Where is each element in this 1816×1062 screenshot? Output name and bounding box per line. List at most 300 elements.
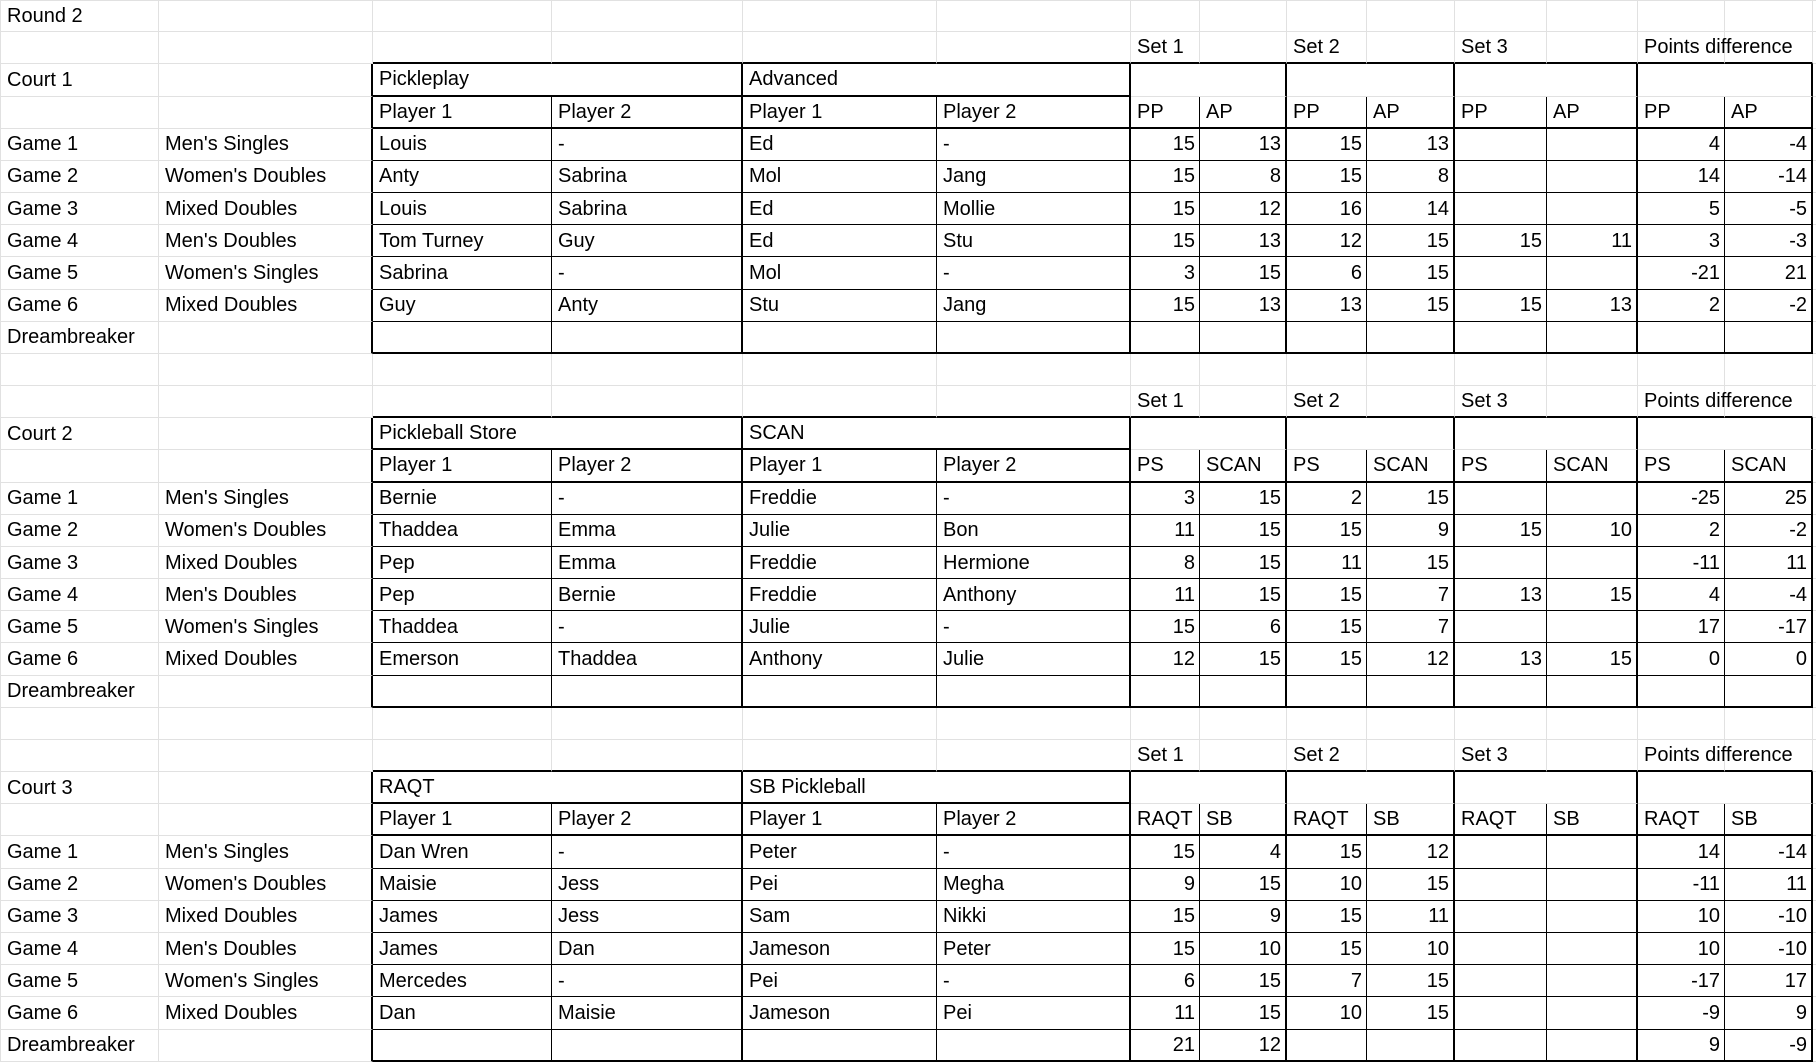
empty-cell[interactable] [1287,64,1455,96]
dreambreaker-label[interactable]: Dreambreaker [0,1030,159,1062]
score-header[interactable]: AP [1725,97,1813,129]
game-label[interactable]: Game 2 [0,869,159,901]
score-cell[interactable]: 2 [1287,483,1367,515]
player-name[interactable]: Anty [552,290,743,322]
empty-cell[interactable] [1131,354,1200,386]
score-cell[interactable]: 15 [1131,290,1200,322]
empty-cell[interactable] [1638,708,1725,740]
score-cell[interactable] [1547,965,1638,997]
score-cell[interactable]: 15 [1287,901,1367,933]
player-header[interactable]: Player 1 [743,804,937,836]
game-label[interactable]: Game 5 [0,257,159,289]
score-cell[interactable]: 15 [1131,225,1200,257]
score-cell[interactable] [1638,322,1725,354]
set-header[interactable]: Set 1 [1131,386,1200,418]
score-cell[interactable]: 14 [1367,193,1455,225]
score-cell[interactable]: 15 [1367,225,1455,257]
set-header[interactable]: Set 1 [1131,32,1200,64]
empty-cell[interactable] [1131,0,1200,32]
score-cell[interactable] [1547,901,1638,933]
points-difference-header[interactable]: Points difference [1638,32,1725,64]
score-cell[interactable]: 8 [1367,161,1455,193]
score-cell[interactable] [1547,547,1638,579]
score-cell[interactable]: 7 [1287,965,1367,997]
score-cell[interactable]: -11 [1638,869,1725,901]
game-type[interactable]: Men's Doubles [159,933,373,965]
score-header[interactable]: SCAN [1725,450,1813,482]
player-name[interactable]: Nikki [937,901,1131,933]
score-cell[interactable]: -2 [1725,290,1813,322]
player-name[interactable]: Anty [373,161,552,193]
player-name[interactable]: Sam [743,901,937,933]
score-cell[interactable] [1455,1030,1547,1062]
empty-cell[interactable] [937,0,1131,32]
player-name[interactable]: - [552,611,743,643]
game-type[interactable]: Men's Doubles [159,579,373,611]
score-header[interactable]: SB [1725,804,1813,836]
score-header[interactable]: PS [1638,450,1725,482]
team2-name[interactable]: Advanced [743,64,1131,96]
player-name[interactable]: Bernie [373,483,552,515]
empty-cell[interactable] [743,676,937,708]
empty-cell[interactable] [1725,32,1813,64]
player-name[interactable]: Freddie [743,579,937,611]
empty-cell[interactable] [1200,0,1287,32]
empty-cell[interactable] [552,322,743,354]
empty-cell[interactable] [743,708,937,740]
empty-cell[interactable] [159,97,373,129]
game-type[interactable]: Mixed Doubles [159,643,373,675]
score-cell[interactable]: 15 [1200,483,1287,515]
player-name[interactable]: Mercedes [373,965,552,997]
score-cell[interactable]: 15 [1200,257,1287,289]
score-cell[interactable]: 6 [1287,257,1367,289]
empty-cell[interactable] [1367,740,1455,772]
player-name[interactable]: Anthony [937,579,1131,611]
empty-cell[interactable] [373,676,552,708]
score-cell[interactable]: 9 [1725,997,1813,1029]
empty-cell[interactable] [1131,772,1287,804]
player-name[interactable]: Emma [552,547,743,579]
score-cell[interactable]: -10 [1725,901,1813,933]
score-cell[interactable]: 9 [1367,515,1455,547]
empty-cell[interactable] [743,322,937,354]
score-cell[interactable]: 15 [1367,483,1455,515]
team1-name[interactable]: Pickleplay [373,64,743,96]
player-name[interactable]: Mol [743,161,937,193]
game-label[interactable]: Game 4 [0,933,159,965]
game-label[interactable]: Game 5 [0,965,159,997]
score-cell[interactable]: 15 [1287,643,1367,675]
player-name[interactable]: Stu [743,290,937,322]
player-name[interactable]: Dan [373,997,552,1029]
score-cell[interactable]: 11 [1287,547,1367,579]
score-cell[interactable]: 13 [1367,129,1455,161]
score-header[interactable]: RAQT [1455,804,1547,836]
set-header[interactable]: Set 2 [1287,740,1367,772]
empty-cell[interactable] [1547,708,1638,740]
game-type[interactable]: Women's Singles [159,611,373,643]
score-cell[interactable]: 15 [1287,515,1367,547]
player-header[interactable]: Player 1 [373,97,552,129]
empty-cell[interactable] [743,386,937,418]
score-cell[interactable] [1547,193,1638,225]
score-cell[interactable]: 11 [1725,547,1813,579]
empty-cell[interactable] [1131,708,1200,740]
empty-cell[interactable] [1455,418,1638,450]
score-cell[interactable] [1131,322,1200,354]
empty-cell[interactable] [743,740,937,772]
score-cell[interactable]: 15 [1131,611,1200,643]
player-name[interactable]: Pep [373,547,552,579]
score-cell[interactable]: 13 [1200,225,1287,257]
court-label[interactable]: Court 3 [0,772,159,804]
player-name[interactable]: Pei [743,869,937,901]
score-cell[interactable]: 3 [1638,225,1725,257]
empty-cell[interactable] [0,708,159,740]
empty-cell[interactable] [1455,64,1638,96]
empty-cell[interactable] [159,676,373,708]
player-header[interactable]: Player 2 [552,450,743,482]
player-name[interactable]: - [937,611,1131,643]
score-cell[interactable] [1287,322,1367,354]
score-cell[interactable]: 15 [1367,869,1455,901]
score-cell[interactable]: 10 [1638,933,1725,965]
empty-cell[interactable] [159,0,373,32]
player-name[interactable]: Hermione [937,547,1131,579]
score-cell[interactable]: 7 [1367,611,1455,643]
player-name[interactable]: Louis [373,129,552,161]
score-cell[interactable] [1455,676,1547,708]
empty-cell[interactable] [1200,32,1287,64]
game-type[interactable]: Women's Doubles [159,161,373,193]
player-name[interactable]: Freddie [743,547,937,579]
score-cell[interactable]: 11 [1131,515,1200,547]
empty-cell[interactable] [1287,0,1367,32]
game-label[interactable]: Game 3 [0,901,159,933]
player-name[interactable]: Pei [743,965,937,997]
player-name[interactable]: - [937,257,1131,289]
score-header[interactable]: PP [1638,97,1725,129]
score-cell[interactable]: 12 [1200,193,1287,225]
empty-cell[interactable] [937,386,1131,418]
score-cell[interactable]: -4 [1725,579,1813,611]
score-cell[interactable]: 10 [1367,933,1455,965]
score-cell[interactable]: 9 [1638,1030,1725,1062]
score-header[interactable]: SB [1200,804,1287,836]
player-name[interactable]: - [552,129,743,161]
score-cell[interactable] [1455,611,1547,643]
score-header[interactable]: PP [1287,97,1367,129]
score-cell[interactable]: 3 [1131,483,1200,515]
player-name[interactable]: - [552,483,743,515]
score-cell[interactable]: 12 [1367,643,1455,675]
empty-cell[interactable] [373,322,552,354]
empty-cell[interactable] [159,418,373,450]
empty-cell[interactable] [937,32,1131,64]
player-name[interactable]: Thaddea [373,515,552,547]
empty-cell[interactable] [1725,708,1813,740]
score-cell[interactable]: 10 [1287,997,1367,1029]
player-name[interactable]: Guy [373,290,552,322]
game-type[interactable]: Men's Doubles [159,225,373,257]
score-cell[interactable]: 15 [1287,579,1367,611]
empty-cell[interactable] [0,97,159,129]
score-cell[interactable]: 10 [1547,515,1638,547]
player-name[interactable]: Jang [937,161,1131,193]
score-header[interactable]: AP [1200,97,1287,129]
score-cell[interactable]: 15 [1131,129,1200,161]
player-name[interactable]: Ed [743,129,937,161]
game-label[interactable]: Game 6 [0,643,159,675]
score-cell[interactable]: 6 [1131,965,1200,997]
score-cell[interactable]: 13 [1287,290,1367,322]
score-cell[interactable] [1131,676,1200,708]
score-cell[interactable] [1547,129,1638,161]
score-cell[interactable]: 17 [1725,965,1813,997]
score-cell[interactable]: 13 [1200,129,1287,161]
game-type[interactable]: Women's Singles [159,257,373,289]
score-header[interactable]: PP [1131,97,1200,129]
player-name[interactable]: Tom Turney [373,225,552,257]
score-cell[interactable] [1200,676,1287,708]
empty-cell[interactable] [1367,386,1455,418]
player-header[interactable]: Player 1 [743,97,937,129]
score-cell[interactable]: 4 [1638,579,1725,611]
empty-cell[interactable] [937,322,1131,354]
player-name[interactable]: Ed [743,193,937,225]
game-type[interactable]: Mixed Doubles [159,901,373,933]
score-header[interactable]: PP [1455,97,1547,129]
score-cell[interactable]: 13 [1200,290,1287,322]
empty-cell[interactable] [552,740,743,772]
score-cell[interactable]: 12 [1200,1030,1287,1062]
empty-cell[interactable] [1725,386,1813,418]
player-name[interactable]: Peter [743,836,937,868]
score-cell[interactable]: -2 [1725,515,1813,547]
score-cell[interactable] [1725,322,1813,354]
empty-cell[interactable] [743,1030,937,1062]
score-cell[interactable]: 13 [1455,643,1547,675]
score-cell[interactable]: 7 [1367,579,1455,611]
empty-cell[interactable] [1638,418,1813,450]
player-name[interactable]: Stu [937,225,1131,257]
player-name[interactable]: James [373,933,552,965]
player-header[interactable]: Player 2 [937,97,1131,129]
game-label[interactable]: Game 5 [0,611,159,643]
player-name[interactable]: Megha [937,869,1131,901]
score-cell[interactable]: 8 [1131,547,1200,579]
score-cell[interactable] [1367,322,1455,354]
points-difference-header[interactable]: Points difference [1638,740,1725,772]
game-type[interactable]: Women's Singles [159,965,373,997]
player-name[interactable]: Sabrina [552,193,743,225]
empty-cell[interactable] [1547,386,1638,418]
empty-cell[interactable] [552,386,743,418]
empty-cell[interactable] [937,1030,1131,1062]
score-cell[interactable]: 15 [1367,547,1455,579]
score-header[interactable]: RAQT [1287,804,1367,836]
score-cell[interactable]: 15 [1455,225,1547,257]
score-cell[interactable] [1547,836,1638,868]
game-label[interactable]: Game 3 [0,547,159,579]
score-cell[interactable]: 13 [1455,579,1547,611]
score-cell[interactable]: 17 [1638,611,1725,643]
score-cell[interactable]: 15 [1367,290,1455,322]
player-name[interactable]: Freddie [743,483,937,515]
team2-name[interactable]: SCAN [743,418,1131,450]
set-header[interactable]: Set 1 [1131,740,1200,772]
score-cell[interactable] [1547,1030,1638,1062]
score-cell[interactable]: 21 [1725,257,1813,289]
score-cell[interactable] [1547,257,1638,289]
empty-cell[interactable] [373,740,552,772]
score-cell[interactable]: 15 [1287,836,1367,868]
score-cell[interactable] [1547,322,1638,354]
score-cell[interactable] [1455,869,1547,901]
score-cell[interactable]: -9 [1725,1030,1813,1062]
score-cell[interactable]: 15 [1200,547,1287,579]
game-label[interactable]: Game 1 [0,129,159,161]
score-cell[interactable]: 15 [1287,611,1367,643]
empty-cell[interactable] [1367,354,1455,386]
team1-name[interactable]: Pickleball Store [373,418,743,450]
player-name[interactable]: Bon [937,515,1131,547]
game-label[interactable]: Game 1 [0,836,159,868]
player-name[interactable]: Dan [552,933,743,965]
game-label[interactable]: Game 2 [0,161,159,193]
empty-cell[interactable] [1455,0,1547,32]
empty-cell[interactable] [1200,386,1287,418]
score-cell[interactable]: -9 [1638,997,1725,1029]
score-cell[interactable]: 9 [1200,901,1287,933]
empty-cell[interactable] [1287,354,1367,386]
score-cell[interactable]: -17 [1638,965,1725,997]
empty-cell[interactable] [0,450,159,482]
score-cell[interactable]: -5 [1725,193,1813,225]
team2-name[interactable]: SB Pickleball [743,772,1131,804]
player-name[interactable]: Dan Wren [373,836,552,868]
score-cell[interactable]: 4 [1200,836,1287,868]
empty-cell[interactable] [1200,740,1287,772]
score-header[interactable]: PS [1287,450,1367,482]
score-cell[interactable]: 13 [1547,290,1638,322]
score-cell[interactable]: 11 [1547,225,1638,257]
empty-cell[interactable] [1547,32,1638,64]
empty-cell[interactable] [159,386,373,418]
score-cell[interactable]: -10 [1725,933,1813,965]
player-name[interactable]: - [937,836,1131,868]
score-header[interactable]: PS [1455,450,1547,482]
score-cell[interactable] [1547,483,1638,515]
empty-cell[interactable] [373,354,552,386]
player-name[interactable]: Bernie [552,579,743,611]
empty-cell[interactable] [552,354,743,386]
score-cell[interactable]: 15 [1287,161,1367,193]
game-label[interactable]: Game 2 [0,515,159,547]
empty-cell[interactable] [1725,0,1813,32]
game-type[interactable]: Mixed Doubles [159,193,373,225]
empty-cell[interactable] [1287,418,1455,450]
score-cell[interactable]: 15 [1131,836,1200,868]
empty-cell[interactable] [373,1030,552,1062]
score-cell[interactable]: 16 [1287,193,1367,225]
team1-name[interactable]: RAQT [373,772,743,804]
player-name[interactable]: Mollie [937,193,1131,225]
game-label[interactable]: Game 1 [0,483,159,515]
empty-cell[interactable] [1455,354,1547,386]
score-cell[interactable]: 15 [1367,965,1455,997]
score-cell[interactable]: 10 [1200,933,1287,965]
empty-cell[interactable] [552,676,743,708]
score-cell[interactable]: 15 [1131,193,1200,225]
empty-cell[interactable] [159,772,373,804]
score-cell[interactable]: 15 [1200,643,1287,675]
empty-cell[interactable] [1131,418,1287,450]
empty-cell[interactable] [0,804,159,836]
game-type[interactable]: Men's Singles [159,483,373,515]
player-name[interactable]: Maisie [552,997,743,1029]
player-name[interactable]: Guy [552,225,743,257]
score-cell[interactable]: 15 [1287,933,1367,965]
empty-cell[interactable] [159,322,373,354]
player-name[interactable]: - [552,257,743,289]
player-name[interactable]: Anthony [743,643,937,675]
empty-cell[interactable] [743,0,937,32]
empty-cell[interactable] [0,740,159,772]
score-header[interactable]: RAQT [1638,804,1725,836]
score-cell[interactable]: 11 [1725,869,1813,901]
score-cell[interactable]: 8 [1200,161,1287,193]
player-name[interactable]: - [552,965,743,997]
score-cell[interactable] [1455,547,1547,579]
score-cell[interactable]: 15 [1367,997,1455,1029]
score-cell[interactable] [1455,836,1547,868]
score-cell[interactable]: 12 [1287,225,1367,257]
player-name[interactable]: Maisie [373,869,552,901]
score-cell[interactable]: 0 [1725,643,1813,675]
empty-cell[interactable] [0,386,159,418]
score-cell[interactable]: 14 [1638,836,1725,868]
set-header[interactable]: Set 2 [1287,32,1367,64]
score-cell[interactable]: 15 [1367,257,1455,289]
score-header[interactable]: SCAN [1547,450,1638,482]
score-cell[interactable] [1367,676,1455,708]
player-name[interactable]: Jess [552,869,743,901]
empty-cell[interactable] [1638,64,1813,96]
score-cell[interactable]: 11 [1131,579,1200,611]
player-header[interactable]: Player 1 [373,450,552,482]
player-name[interactable]: Julie [743,611,937,643]
points-difference-header[interactable]: Points difference [1638,386,1725,418]
score-header[interactable]: SB [1367,804,1455,836]
empty-cell[interactable] [159,740,373,772]
score-header[interactable]: RAQT [1131,804,1200,836]
empty-cell[interactable] [0,354,159,386]
score-cell[interactable] [1287,676,1367,708]
empty-cell[interactable] [1287,772,1455,804]
empty-cell[interactable] [1200,708,1287,740]
empty-cell[interactable] [373,386,552,418]
score-cell[interactable]: -14 [1725,836,1813,868]
empty-cell[interactable] [1547,354,1638,386]
empty-cell[interactable] [552,708,743,740]
empty-cell[interactable] [1131,64,1287,96]
score-cell[interactable] [1455,257,1547,289]
score-cell[interactable] [1547,933,1638,965]
empty-cell[interactable] [1367,32,1455,64]
empty-cell[interactable] [1638,772,1813,804]
